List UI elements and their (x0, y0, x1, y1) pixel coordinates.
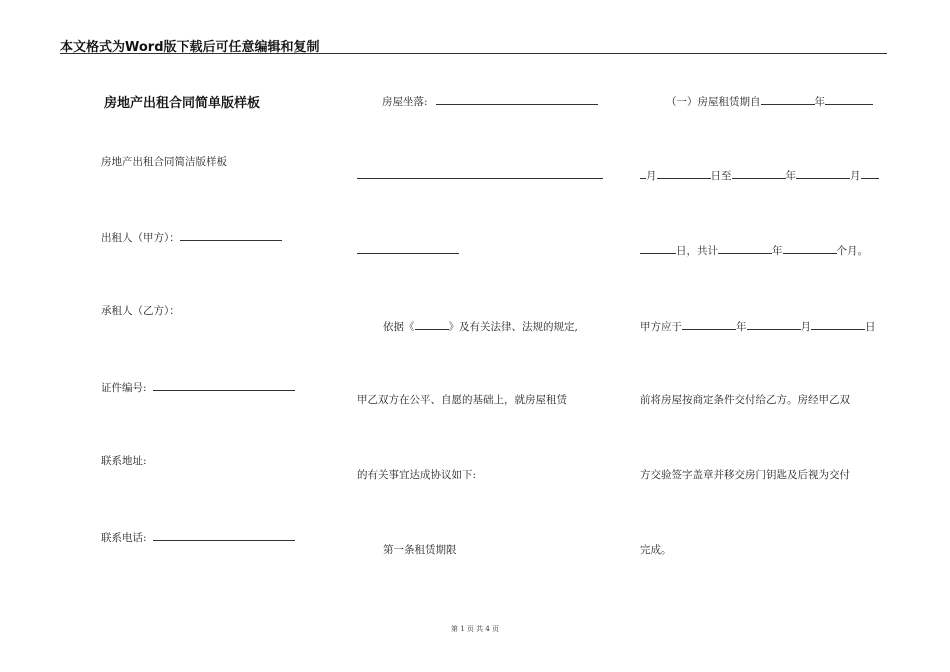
start-year-blank (761, 93, 815, 105)
delivery-line-3: 方交验签字盖章并移交房门钥匙及后视为交付 (640, 469, 850, 481)
id-number-line (101, 379, 295, 395)
end-year-blank (732, 167, 786, 179)
document-header: 本文格式为Word版下载后可任意编辑和复制 (60, 40, 320, 55)
year-label: 年 (772, 245, 783, 257)
document-title: 房地产出租合同简单版样板 (104, 96, 261, 111)
location-label: 房屋坐落: (382, 96, 428, 108)
phone-label: 联系电话: (101, 532, 147, 544)
month-label: 月 (646, 170, 657, 182)
months-label: 个月。 (836, 245, 868, 257)
agreement-line-3: 的有关事宜达成协议如下: (357, 469, 477, 481)
total-months-blank (783, 242, 837, 254)
lease-term-line-2 (640, 167, 879, 183)
agreement-line-2: 甲乙双方在公平、自愿的基础上，就房屋租赁 (357, 394, 567, 406)
location-blank (436, 93, 598, 105)
end-day-blank (861, 167, 879, 179)
basis-line (383, 318, 578, 334)
lessee-line: 承租人（乙方）： (101, 305, 180, 317)
day-to-label: 日至 (710, 170, 732, 182)
lessor-line (101, 229, 282, 245)
delivery-month-blank (747, 318, 801, 330)
law-name-blank (415, 318, 449, 330)
header-divider (60, 53, 887, 54)
basis-prefix: 依据《 (383, 321, 415, 333)
phone-blank (153, 529, 295, 541)
total-years-blank (718, 242, 772, 254)
lease-term-line-1 (666, 93, 873, 109)
start-day-blank (657, 167, 711, 179)
start-month-blank (825, 93, 873, 105)
location-blank-line-2 (357, 178, 603, 179)
month-label: 月 (800, 321, 811, 333)
delivery-label: 甲方应于 (640, 321, 682, 333)
phone-line (101, 529, 295, 545)
lease-term-start-label: （一）房屋租赁期自 (666, 96, 761, 108)
address-line: 联系地址: (101, 455, 147, 467)
delivery-date-line (640, 318, 876, 334)
end-day-blank-2 (640, 242, 676, 254)
subtitle-line: 房地产出租合同简洁版样板 (101, 156, 227, 168)
month-label: 月 (850, 170, 861, 182)
year-label: 年 (814, 96, 825, 108)
lease-term-line-3 (640, 242, 868, 258)
basis-suffix: 》及有关法律、法规的规定, (448, 321, 578, 333)
day-label: 日 (865, 321, 876, 333)
lessor-label: 出租人（甲方）： (101, 232, 180, 244)
id-number-blank (153, 379, 295, 391)
location-line (382, 93, 598, 109)
delivery-line-4: 完成。 (640, 544, 672, 556)
year-label: 年 (736, 321, 747, 333)
total-label: 日，共计 (676, 245, 718, 257)
delivery-year-blank (682, 318, 736, 330)
page-number: 第 1 页 共 4 页 (450, 625, 500, 633)
delivery-line-2: 前将房屋按商定条件交付给乙方。房经甲乙双 (640, 394, 850, 406)
location-blank-line-3 (357, 253, 459, 254)
id-number-label: 证件编号: (101, 382, 147, 394)
clause-1-heading: 第一条租赁期限 (383, 544, 457, 556)
delivery-day-blank (811, 318, 865, 330)
end-month-blank (796, 167, 850, 179)
year-label: 年 (785, 170, 796, 182)
lessor-blank (180, 229, 282, 241)
